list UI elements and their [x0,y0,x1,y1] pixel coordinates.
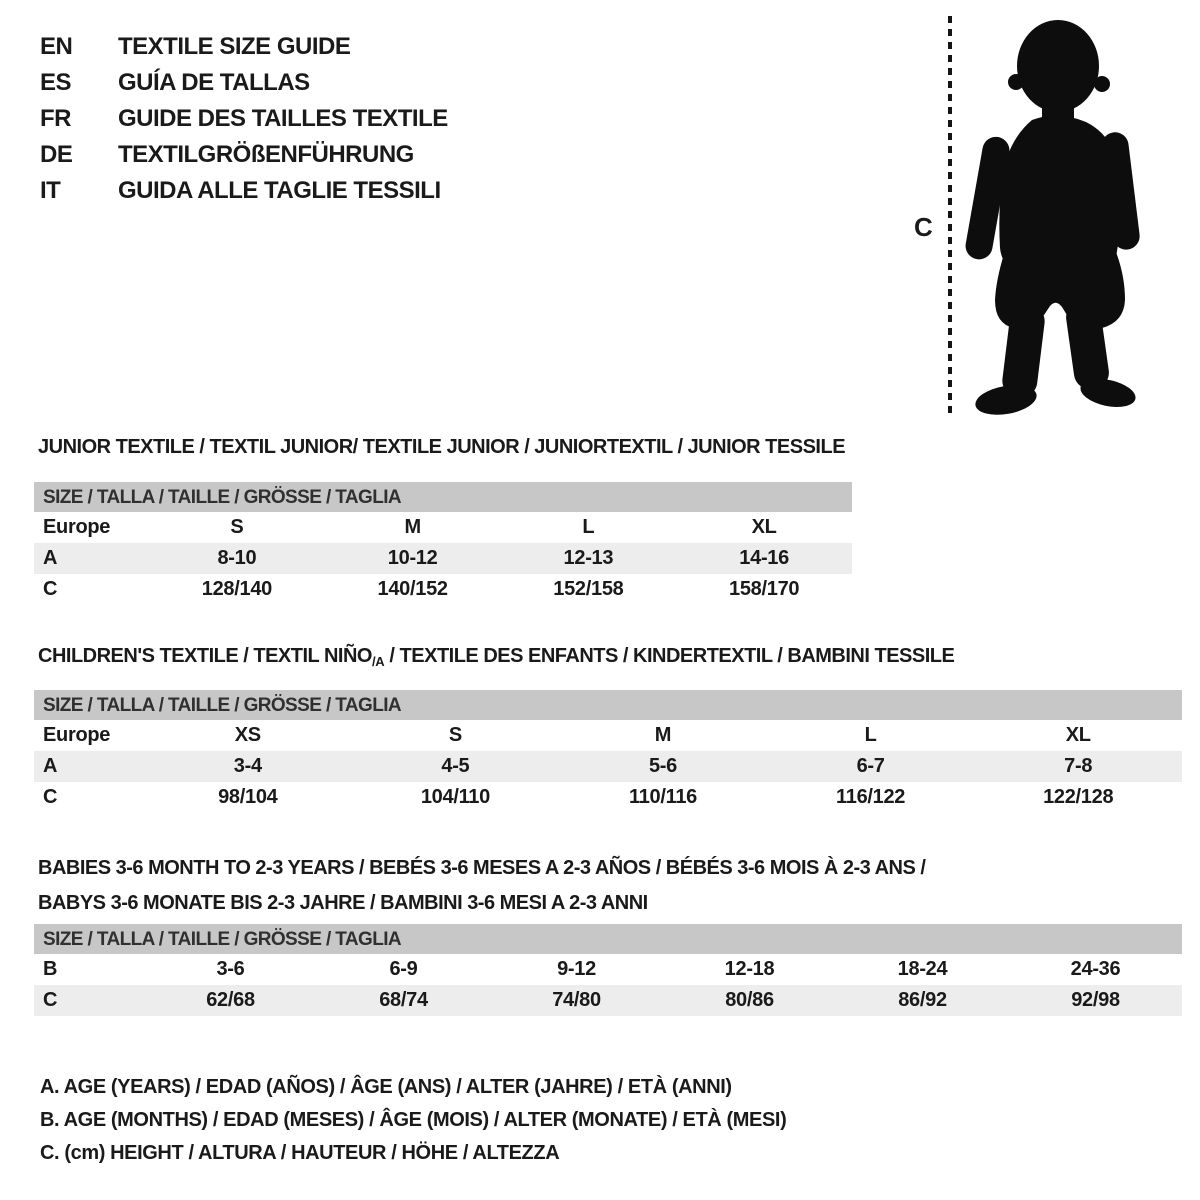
column-header: L [864,724,877,746]
babies-title-line2: BABYS 3-6 MONATE BIS 2-3 JAHRE / BAMBINI 3-6 MESI A 2-3 ANNI [38,892,648,914]
children-title-text: CHILDREN'S TEXTILE / TEXTIL NIÑO [38,645,372,667]
children-title-text: / TEXTILE DES ENFANTS / KINDERTEXTIL / BAMBINI TESSILE [384,645,955,667]
legend-age-months: B. AGE (MONTHS) / EDAD (MESES) / ÂGE (MOIS) / ALTER (MONATE) / ETÀ (MESI) [40,1109,787,1131]
row-label: C [43,989,58,1011]
language-code: FR [40,105,71,132]
guide-title-de: TEXTILGRÖßENFÜHRUNG [118,141,414,168]
height-measure-label: C [914,212,933,242]
column-header: M [654,724,672,746]
table-cell: 8-10 [217,547,257,569]
junior-size-grid [34,512,852,605]
language-code: DE [40,141,73,168]
legend-age-years: A. AGE (YEARS) / EDAD (AÑOS) / ÂGE (ANS) / ALTER (JAHRE) / ETÀ (ANNI) [40,1076,732,1098]
row-label: Europe [43,516,111,538]
column-header: S [230,516,244,538]
table-cell: 5-6 [648,755,677,777]
language-code: IT [40,177,61,204]
table-cell: 24-36 [1070,958,1121,980]
row-label: C [43,578,58,600]
row-label: A [43,755,58,777]
height-measure-dashed-line [948,16,952,418]
language-row-fr [40,101,448,137]
row-label: C [43,786,58,808]
guide-title-es: GUÍA DE TALLAS [118,69,310,96]
children-europe-row [34,720,1182,751]
babies-size-table [34,924,1182,1016]
table-cell: 86/92 [898,989,947,1011]
column-header: XL [1065,724,1091,746]
table-cell: 92/98 [1071,989,1120,1011]
table-cell: 10-12 [387,547,438,569]
table-cell: 98/104 [218,786,278,808]
table-cell: 7-8 [1064,755,1093,777]
column-header: M [404,516,421,538]
children-section-title [38,645,954,669]
children-size-header-bar: SIZE / TALLA / TAILLE / GRÖSSE / TAGLIA [34,690,1182,720]
language-code: ES [40,69,72,96]
table-cell: 62/68 [206,989,255,1011]
table-cell: 152/158 [553,578,624,600]
table-cell: 116/122 [836,786,906,808]
junior-section-title: JUNIOR TEXTILE / TEXTIL JUNIOR/ TEXTILE JUNIOR / JUNIORTEXTIL / JUNIOR TESSILE [38,436,846,458]
toddler-silhouette-icon [962,18,1144,420]
children-size-table [34,690,1182,813]
babies-section-title [38,851,925,921]
table-cell: 12-18 [724,958,775,980]
language-row-it [40,173,448,209]
children-size-grid [34,720,1182,813]
guide-title-it: GUIDA ALLE TAGLIE TESSILI [118,177,441,204]
junior-europe-row [34,512,852,543]
children-age-row [34,751,1182,782]
junior-age-row [34,543,852,574]
table-cell: 18-24 [897,958,948,980]
language-title-list [40,29,448,209]
table-cell: 158/170 [729,578,800,600]
table-cell: 74/80 [552,989,601,1011]
table-cell: 110/116 [628,786,697,808]
babies-height-row [34,985,1182,1016]
table-cell: 9-12 [557,958,596,980]
junior-height-row [34,574,852,605]
guide-title-fr: GUIDE DES TAILLES TEXTILE [118,105,448,132]
table-cell: 122/128 [1043,786,1114,808]
table-cell: 12-13 [563,547,614,569]
junior-size-table [34,482,852,605]
table-cell: 4-5 [441,755,470,777]
guide-title-en: TEXTILE SIZE GUIDE [118,33,351,60]
row-label: B [43,958,58,980]
measurement-legend [40,1071,786,1170]
language-row-en [40,29,448,65]
language-row-de [40,137,448,173]
table-cell: 104/110 [420,786,490,808]
table-cell: 6-9 [389,958,418,980]
column-header: XS [234,724,261,746]
language-code: EN [40,33,73,60]
babies-months-row [34,954,1182,985]
column-header: XL [751,516,777,538]
table-cell: 3-4 [233,755,262,777]
children-title-subscript: /A [371,654,385,669]
language-row-es [40,65,448,101]
column-header: S [448,724,462,746]
junior-size-header-bar: SIZE / TALLA / TAILLE / GRÖSSE / TAGLIA [34,482,852,512]
column-header: L [582,516,595,538]
table-cell: 14-16 [739,547,789,569]
row-label: A [43,547,58,569]
babies-size-header-bar: SIZE / TALLA / TAILLE / GRÖSSE / TAGLIA [34,924,1182,954]
table-cell: 3-6 [216,958,245,980]
table-cell: 68/74 [379,989,428,1011]
babies-size-grid [34,954,1182,1016]
children-height-row [34,782,1182,813]
babies-title-line1: BABIES 3-6 MONTH TO 2-3 YEARS / BEBÉS 3-6 MESES A 2-3 AÑOS / BÉBÉS 3-6 MOIS À 2-3 ANS / [38,857,926,879]
table-cell: 128/140 [201,578,272,600]
table-cell: 6-7 [856,755,885,777]
row-label: Europe [43,724,111,746]
legend-height-cm: C. (cm) HEIGHT / ALTURA / HAUTEUR / HÖHE / ALTEZZA [40,1142,560,1164]
table-cell: 140/152 [377,578,448,600]
table-cell: 80/86 [725,989,774,1011]
